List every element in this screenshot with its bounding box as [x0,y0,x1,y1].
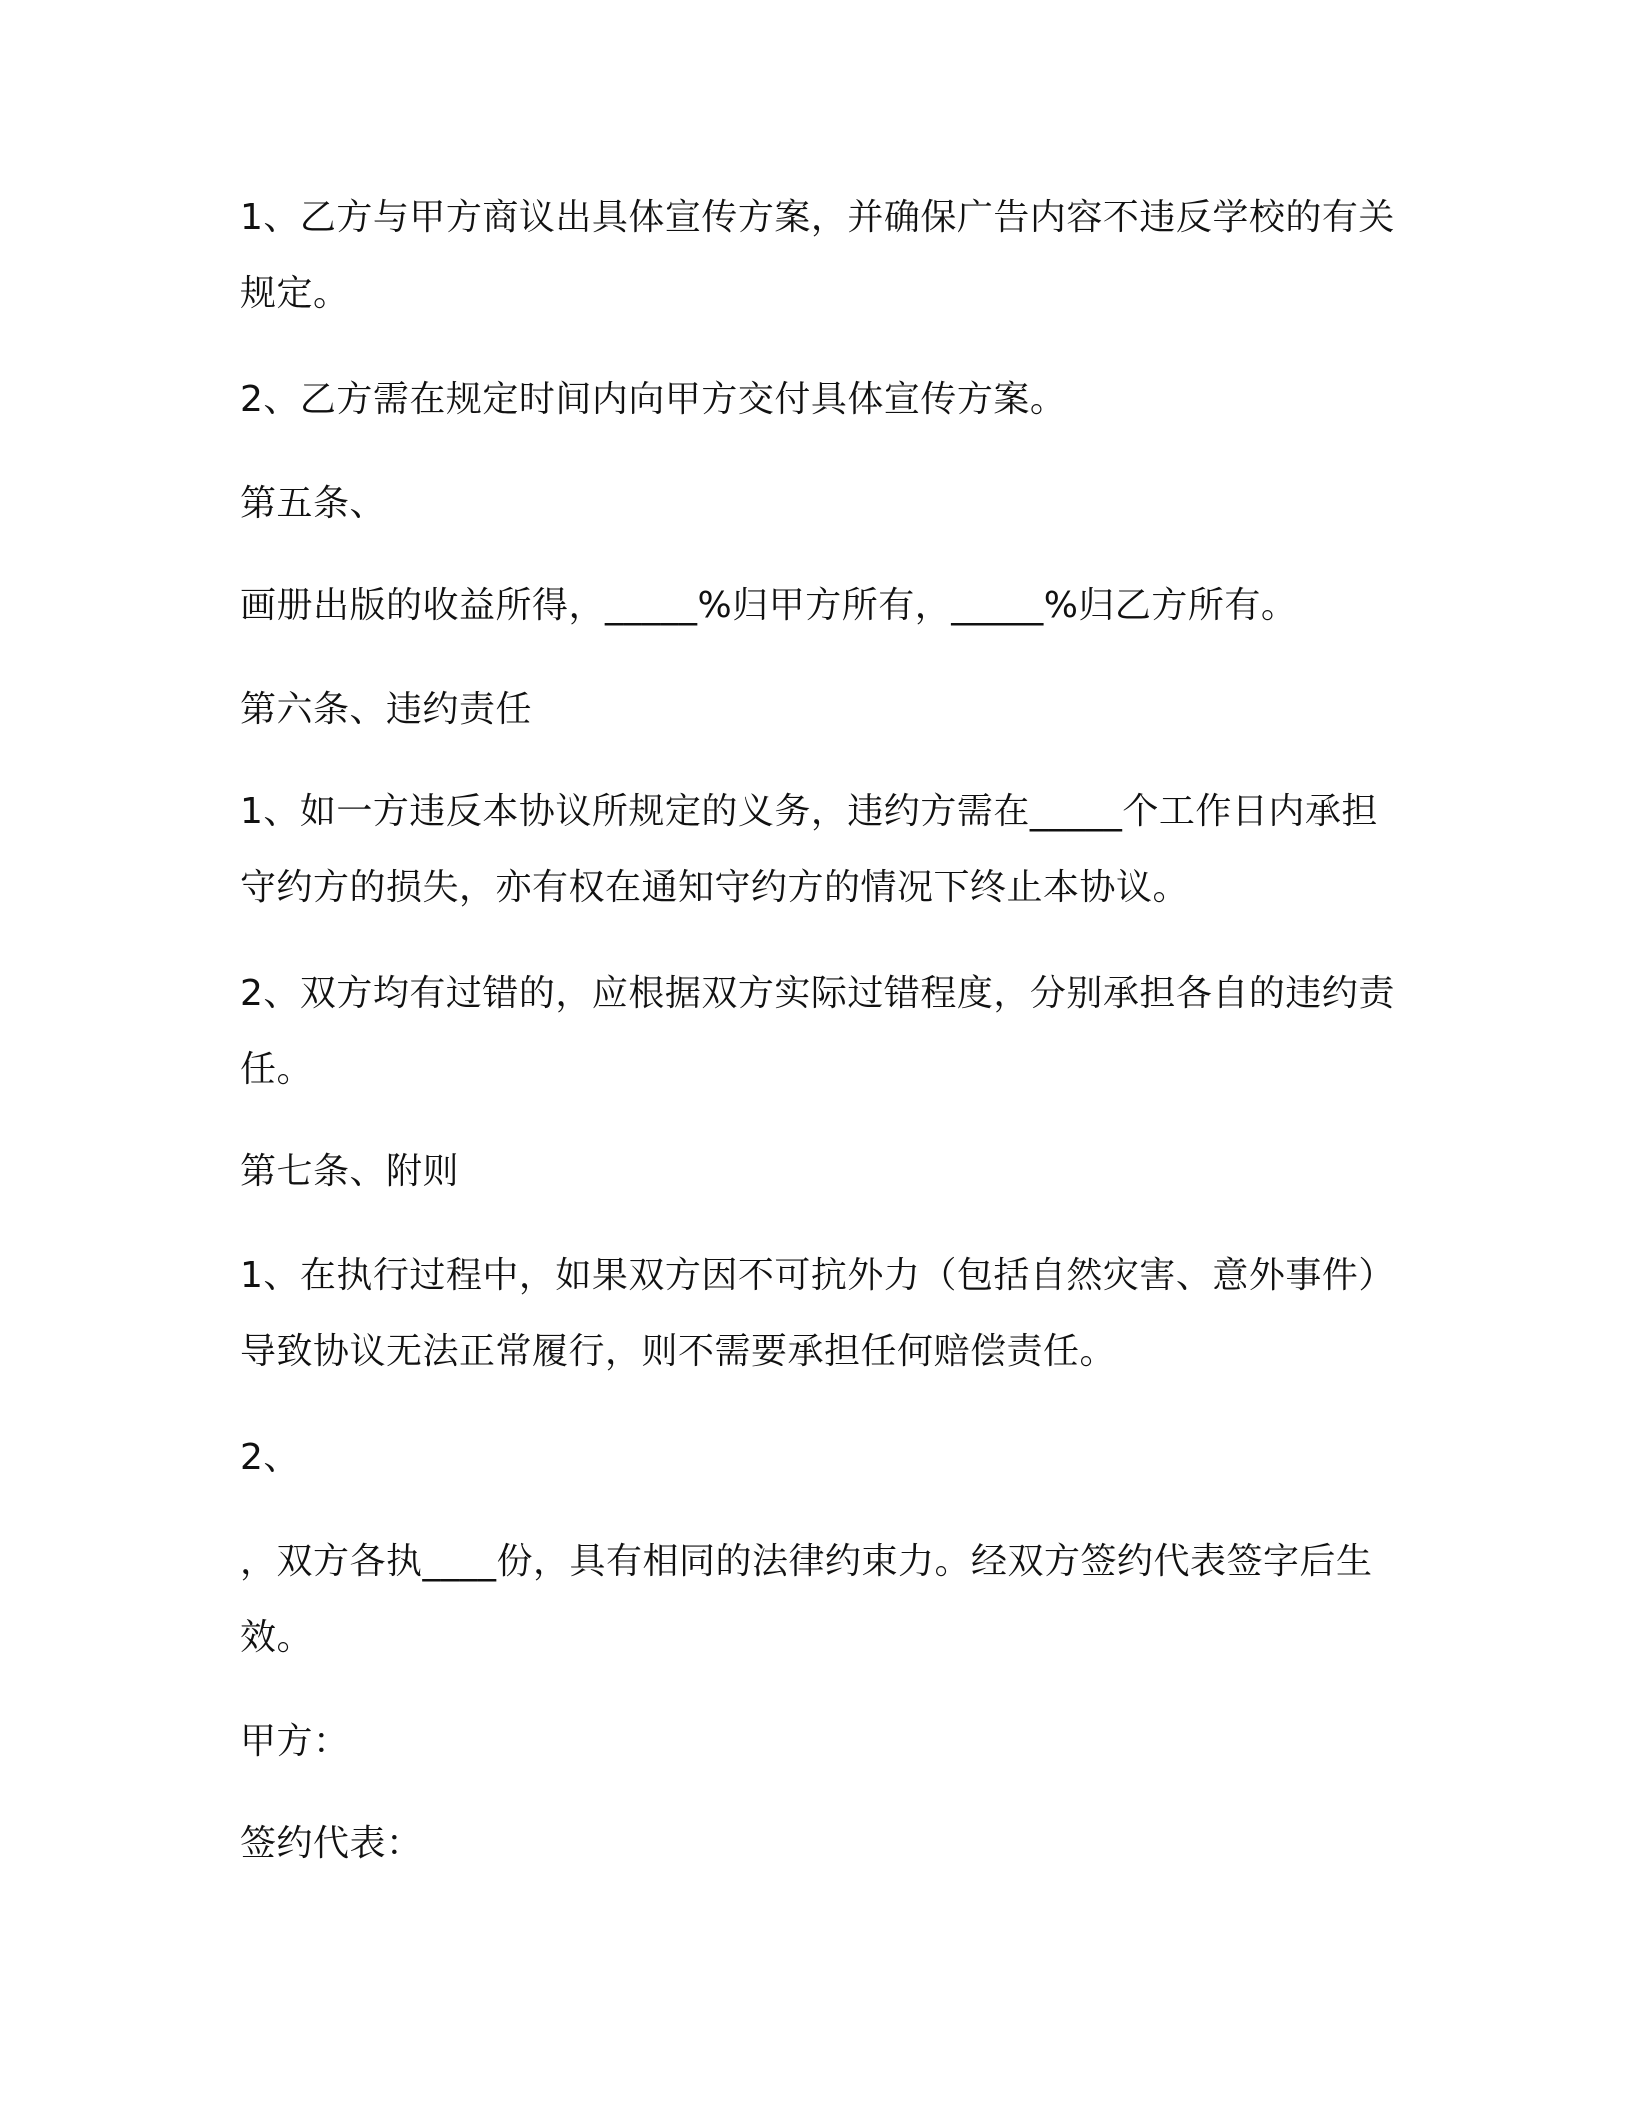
clause-6-item-1: 1、如一方违反本协议所规定的义务，违约方需在_____个工作日内承担守约方的损失，亦有权在通知守约方的情况下终止本协议。 [240,791,1378,908]
clause-7-item-2-copies: ，双方各执____份，具有相同的法律约束力。经双方签约代表签字后生效。 [240,1541,1373,1658]
clause-4-item-2: 2、乙方需在规定时间内向甲方交付具体宣传方案。 [240,379,1067,420]
clause-7-item-1: 1、在执行过程中，如果双方因不可抗外力（包括自然灾害、意外事件）导致协议无法正常履行，则不需要承担任何赔偿责任。 [240,1255,1395,1372]
clause-5-revenue-share: 画册出版的收益所得，_____%归甲方所有，_____%归乙方所有。 [240,585,1298,626]
clause-5-heading: 第五条、 [240,483,387,524]
clause-7-heading: 第七条、附则 [240,1151,460,1192]
clause-4-item-1: 1、乙方与甲方商议出具体宣传方案，并确保广告内容不违反学校的有关规定。 [240,197,1395,314]
clause-7-item-2-number: 2、 [240,1437,300,1478]
signing-representative-label: 签约代表： [240,1823,423,1864]
party-a-label: 甲方： [240,1721,350,1762]
clause-6-heading: 第六条、违约责任 [240,689,533,730]
clause-6-item-2: 2、双方均有过错的，应根据双方实际过错程度，分别承担各自的违约责任。 [240,973,1395,1090]
